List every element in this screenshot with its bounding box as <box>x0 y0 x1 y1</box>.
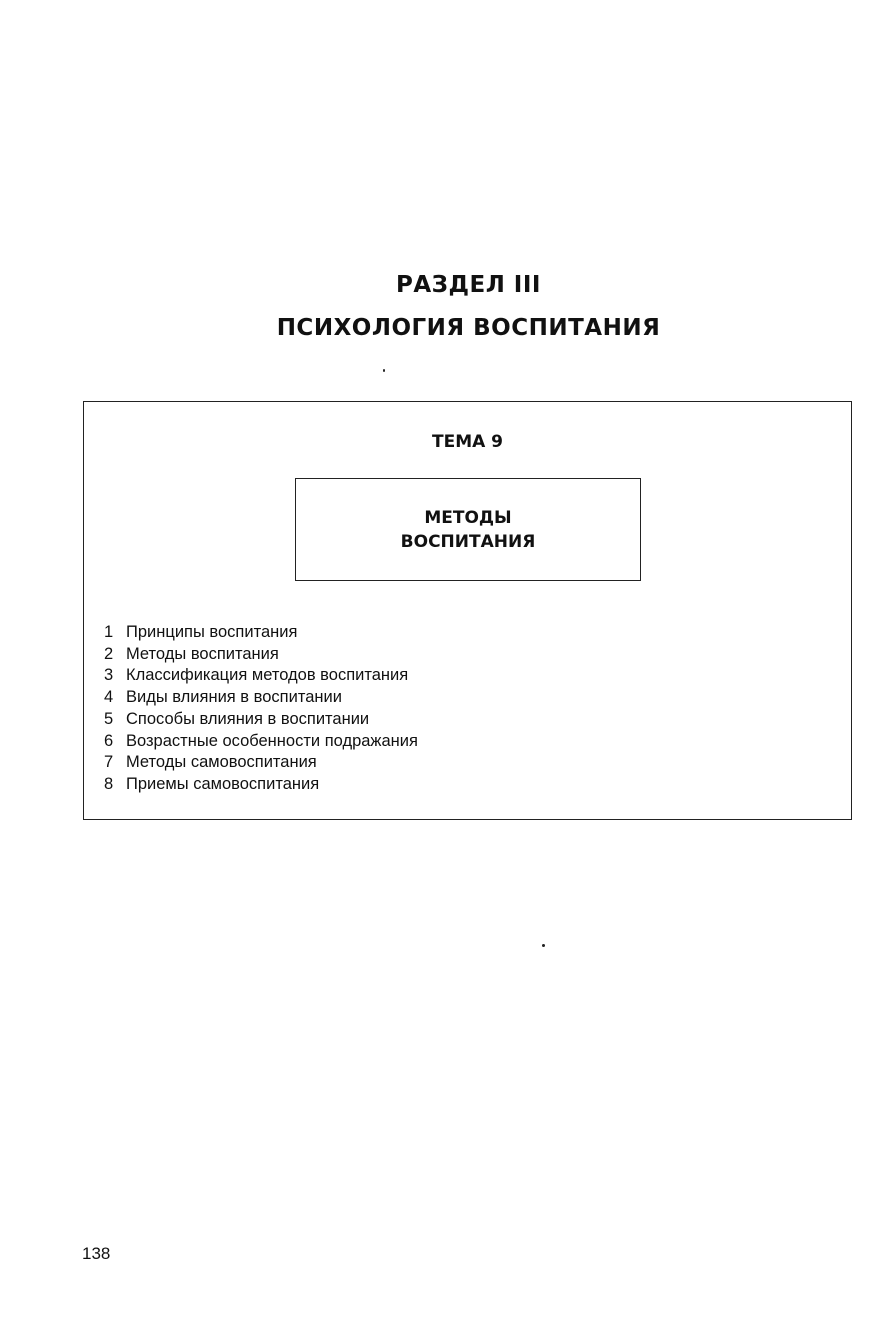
list-item-text: Возрастные особенности подражания <box>126 731 418 750</box>
topic-frame <box>83 401 852 820</box>
list-item <box>104 752 418 774</box>
list-item-number: 5 <box>104 709 114 728</box>
topic-title-line-2: ВОСПИТАНИЯ <box>400 531 536 552</box>
list-item-number: 4 <box>104 688 114 707</box>
list-item-number: 3 <box>104 666 114 685</box>
list-item <box>104 731 418 753</box>
topic-label: ТЕМА 9 <box>431 432 504 452</box>
list-item-number: 1 <box>104 623 114 641</box>
list-item-number: 8 <box>104 774 114 793</box>
topic-title-box <box>295 478 641 581</box>
list-item-number: 7 <box>104 753 114 772</box>
list-item <box>104 644 418 666</box>
page-number: 138 <box>82 1244 111 1263</box>
list-item <box>104 709 418 731</box>
topic-title-line-1: МЕТОДЫ <box>424 507 512 528</box>
section-title: ПСИХОЛОГИЯ ВОСПИТАНИЯ <box>276 315 661 341</box>
list-item-number: 2 <box>104 644 114 663</box>
list-item <box>104 622 418 644</box>
list-item-text: Виды влияния в воспитании <box>126 688 342 707</box>
topic-contents-list <box>104 622 418 796</box>
scan-speck <box>542 944 545 947</box>
list-item <box>104 687 418 709</box>
list-item-text: Классификация методов воспитания <box>126 666 409 685</box>
section-number: РАЗДЕЛ III <box>396 272 541 298</box>
list-item-text: Методы воспитания <box>126 644 279 663</box>
list-item-text: Методы самовоспитания <box>126 753 317 772</box>
list-item-text: Способы влияния в воспитании <box>126 709 370 728</box>
list-item <box>104 774 418 796</box>
list-item-number: 6 <box>104 731 114 750</box>
list-item <box>104 665 418 687</box>
scan-speck <box>383 369 385 372</box>
list-item-text: Приемы самовоспитания <box>126 774 320 793</box>
list-item-text: Принципы воспитания <box>126 623 298 641</box>
